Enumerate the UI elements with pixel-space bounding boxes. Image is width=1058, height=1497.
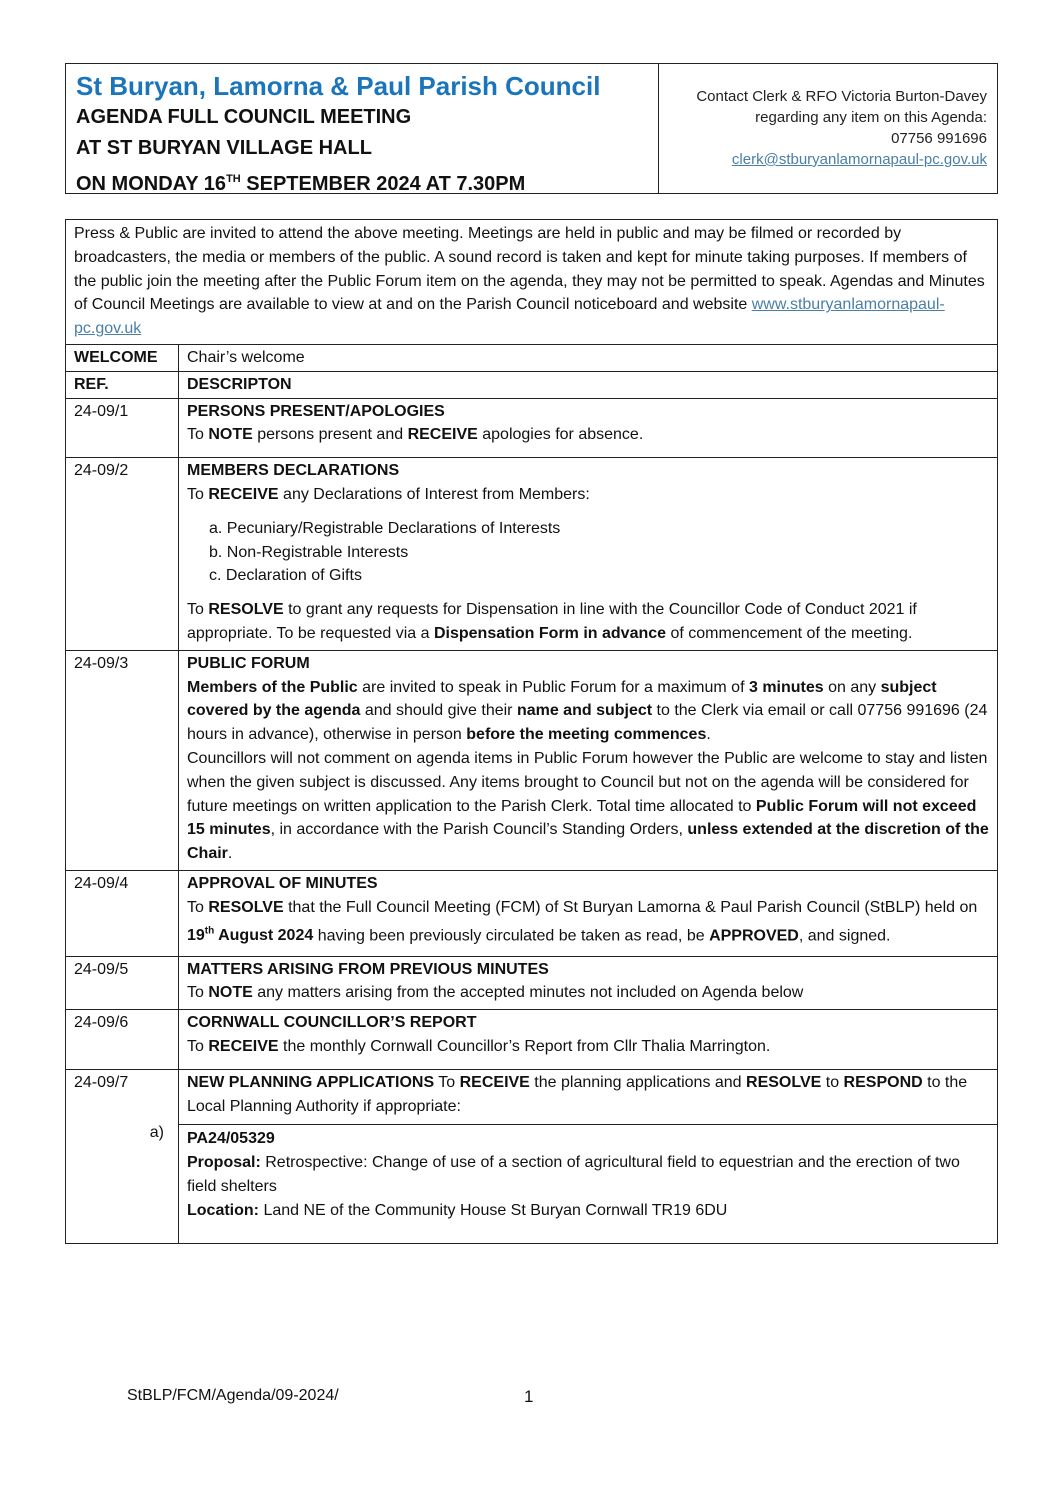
venue-line: AT ST BURYAN VILLAGE HALL xyxy=(76,137,372,159)
sub-item-ref: a) xyxy=(149,1123,164,1141)
date-post: SEPTEMBER 2024 AT 7.30PM xyxy=(240,173,526,195)
item-ref: 24-09/3 xyxy=(66,651,179,870)
contact-clerk: Contact Clerk & RFO Victoria Burton-Davey xyxy=(696,88,987,105)
column-desc: DESCRIPTON xyxy=(187,375,292,393)
welcome-desc: Chair’s welcome xyxy=(187,348,305,366)
item-desc xyxy=(179,1010,997,1069)
website-link[interactable]: www.stburyanlamornapaul-pc.gov.uk xyxy=(74,296,945,338)
agenda-item-7 xyxy=(66,1070,997,1243)
item-desc xyxy=(179,871,997,956)
declaration-list xyxy=(187,517,989,588)
list-item: a. Pecuniary/Registrable Declarations of Interests xyxy=(209,519,561,537)
column-header-row xyxy=(66,372,997,399)
agenda-table xyxy=(65,219,998,1244)
date-pre: ON MONDAY 16 xyxy=(76,173,227,195)
item-title: MATTERS ARISING FROM PREVIOUS MINUTES xyxy=(187,960,549,978)
item-ref: 24-09/2 xyxy=(66,458,179,650)
item-title: APPROVAL OF MINUTES xyxy=(187,874,378,892)
agenda-item-1 xyxy=(66,399,997,459)
intro-text xyxy=(66,220,997,345)
planning-application xyxy=(179,1124,997,1242)
application-location: Location: Land NE of the Community House St Buryan Cornwall TR19 6DU xyxy=(187,1201,728,1219)
item-desc xyxy=(179,957,997,1010)
item-ref: 24-09/4 xyxy=(66,871,179,956)
item-ref: 24-09/5 xyxy=(66,957,179,1010)
footer-doc-ref: StBLP/FCM/Agenda/09-2024/ xyxy=(127,1387,339,1404)
item-ref-text: 24-09/7 xyxy=(74,1073,129,1091)
item-text-2: Councillors will not comment on agenda items in Public Forum however the Public are welcome to stay and listen when the given subject is discussed. Any items brought to Council but not on the agenda will be considered for future meetings on written application to the Parish Clerk. Total time allocated to Public Forum will not exceed 15 minutes, in accordance with the Parish Council’s Standing Orders, unless extended at the discretion of the Chair. xyxy=(187,749,989,863)
agenda-item-2 xyxy=(66,458,997,651)
item-title: CORNWALL COUNCILLOR’S REPORT xyxy=(187,1014,477,1032)
item-text: To NOTE any matters arising from the accepted minutes not included on Agenda below xyxy=(187,984,804,1002)
contact-email-link[interactable]: clerk@stburyanlamornapaul-pc.gov.uk xyxy=(731,151,987,168)
item-text: To RESOLVE that the Full Council Meeting (FCM) of St Buryan Lamorna & Paul Parish Council (StBLP) held on 19th August 2024 having been previously circulated be taken as read, be APPROVED, and signed. xyxy=(187,898,978,944)
agenda-item-4 xyxy=(66,871,997,957)
item-desc xyxy=(179,399,997,458)
item-ref xyxy=(66,1070,179,1243)
date-sup: TH xyxy=(226,173,241,185)
header-title-block xyxy=(66,64,659,193)
item-text: Members of the Public are invited to speak in Public Forum for a maximum of 3 minutes on any subject covered by the agenda and should give their name and subject to the Clerk via email or call 07756 991696 (24 hours in advance), otherwise in person before the meeting commences. xyxy=(187,678,988,744)
resolve-text: To RESOLVE to grant any requests for Dispensation in line with the Councillor Code of Conduct 2021 if appropriate. To be requested via a Dispensation Form in advance of commencement of the meeting. xyxy=(187,601,917,642)
contact-regarding: regarding any item on this Agenda: xyxy=(755,109,987,126)
header-box xyxy=(65,63,998,194)
item-text: To NOTE persons present and RECEIVE apologies for absence. xyxy=(187,426,644,444)
welcome-row xyxy=(66,345,997,372)
item-text: To RECEIVE the monthly Cornwall Councillor’s Report from Cllr Thalia Marrington. xyxy=(187,1038,771,1056)
list-item: b. Non-Registrable Interests xyxy=(209,543,409,561)
welcome-ref: WELCOME xyxy=(66,345,179,371)
agenda-item-3 xyxy=(66,651,997,871)
item-desc xyxy=(179,651,997,870)
item-title: PUBLIC FORUM xyxy=(187,654,310,672)
intro-body: Press & Public are invited to attend the above meeting. Meetings are held in public and may be filmed or recorded by broadcasters, the media or members of the public. A sound record is taken and kept for minute taking purposes. If members of the public join the meeting after the Public Forum item on the agenda, they may not be permitted to speak. Agendas and Minutes of Council Meetings are available to view at and on the Parish Council noticeboard and website xyxy=(74,225,985,314)
council-name: St Buryan, Lamorna & Paul Parish Council xyxy=(76,71,601,101)
item-desc xyxy=(179,458,997,650)
agenda-item-5 xyxy=(66,957,997,1011)
item-text: To RECEIVE any Declarations of Interest from Members: xyxy=(187,485,590,503)
date-line xyxy=(76,164,648,200)
contact-phone: 07756 991696 xyxy=(891,130,987,147)
item-desc xyxy=(179,1070,997,1243)
column-ref: REF. xyxy=(66,372,179,398)
item-text: NEW PLANNING APPLICATIONS To RECEIVE the planning applications and RESOLVE to RESPOND to the Local Planning Authority if appropriate: xyxy=(187,1073,968,1115)
item-ref: 24-09/6 xyxy=(66,1010,179,1069)
contact-block xyxy=(659,64,997,193)
application-proposal: Proposal: Retrospective: Change of use of a section of agricultural field to equestrian and the erection of two field shelters xyxy=(187,1154,960,1196)
application-ref: PA24/05329 xyxy=(187,1130,275,1148)
agenda-title: AGENDA FULL COUNCIL MEETING xyxy=(76,106,412,128)
item-title: PERSONS PRESENT/APOLOGIES xyxy=(187,402,445,420)
page-number: 1 xyxy=(524,1387,534,1406)
list-item: c. Declaration of Gifts xyxy=(209,567,362,585)
item-ref: 24-09/1 xyxy=(66,399,179,458)
item-title: MEMBERS DECLARATIONS xyxy=(187,462,400,480)
agenda-item-6 xyxy=(66,1010,997,1070)
